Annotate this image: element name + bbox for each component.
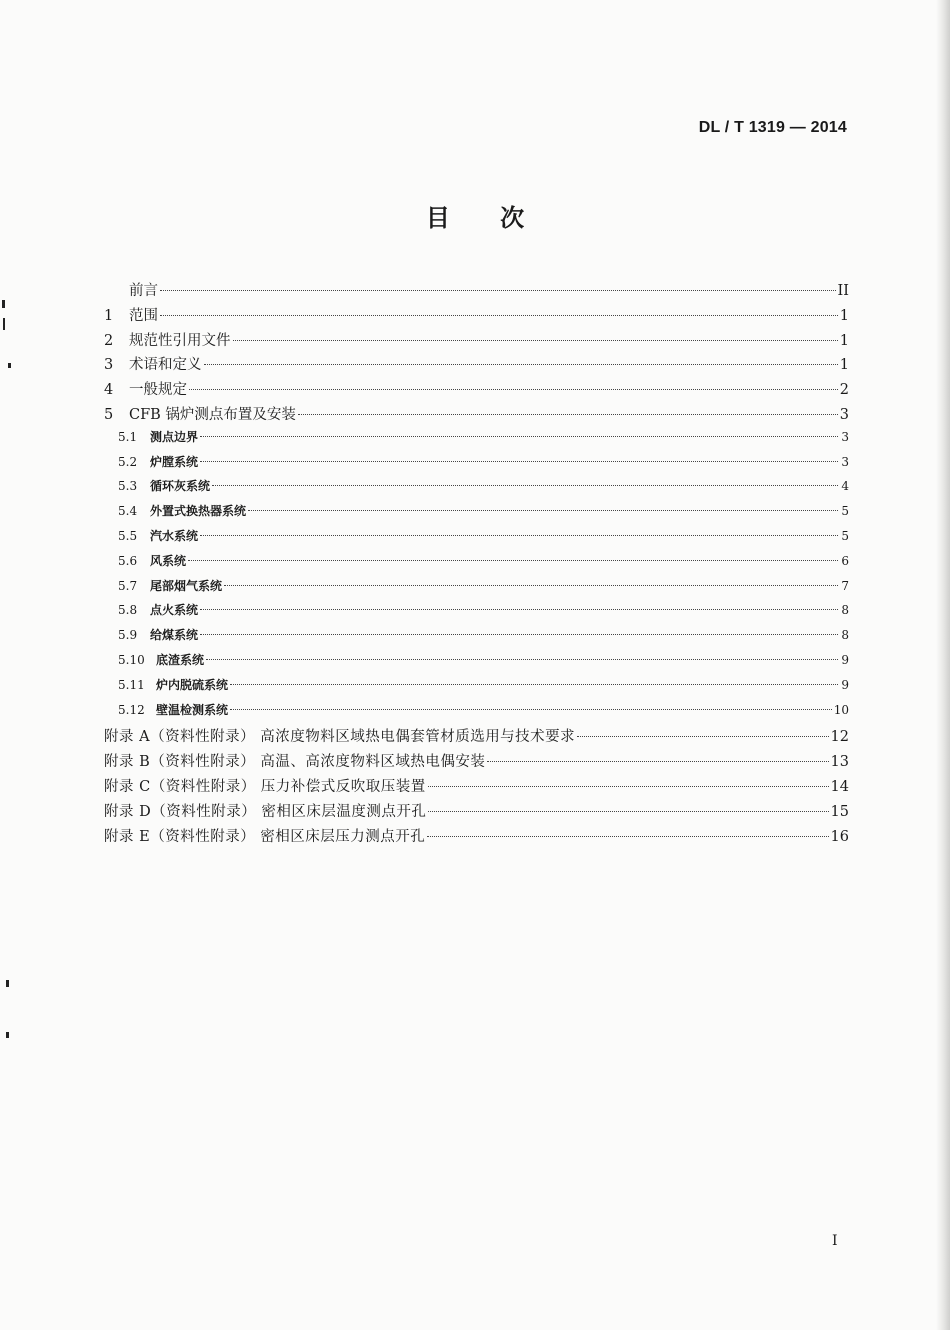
toc-entry-number: 5.6 (118, 553, 138, 568)
toc-leader-dots (224, 584, 838, 586)
toc-entry-number: 5.7 (118, 578, 138, 593)
toc-entry-number: 4 (104, 382, 114, 399)
toc-entry (104, 651, 849, 676)
toc-entry-page: 8 (841, 603, 849, 618)
toc-entry-label: 测点边界 (150, 429, 199, 444)
toc-entry-label: 范围 (129, 307, 158, 324)
toc-entry-number: 5.10 (118, 652, 145, 667)
toc-leader-dots (206, 658, 838, 660)
toc-leader-dots (188, 559, 838, 561)
toc-entry-page: 9 (841, 652, 849, 667)
toc-entry-label: 附录 E（资料性附录） 密相区床层压力测点开孔 (104, 828, 426, 845)
toc-leader-dots (200, 435, 838, 437)
toc-entry-label: 风系统 (150, 553, 187, 568)
toc-entry-page: 3 (841, 454, 849, 469)
page-folio: I (832, 1233, 838, 1249)
toc-entry-label: 尾部烟气系统 (150, 578, 223, 593)
toc-entry (104, 725, 849, 750)
toc-entry-page: II (837, 283, 849, 299)
standard-code: DL / T 1319 — 2014 (698, 119, 847, 136)
toc-entry-label: 附录 A（资料性附录） 高浓度物料区域热电偶套管材质选用与技术要求 (104, 729, 576, 746)
toc-leader-dots (233, 339, 838, 341)
toc-entry-page: 3 (841, 429, 849, 444)
toc-entry (104, 403, 849, 428)
toc-entry-label: 汽水系统 (150, 528, 199, 543)
toc-entry-number: 5 (104, 406, 114, 423)
toc-entry-number: 5.9 (118, 628, 138, 643)
toc-entry (104, 800, 849, 825)
toc-entry-label: CFB 锅炉测点布置及安装 (129, 406, 296, 423)
toc-entry (104, 279, 849, 304)
toc-leader-dots (230, 708, 832, 710)
toc-entry-number: 5.2 (118, 454, 138, 469)
toc-entry-page: 7 (841, 578, 849, 593)
toc-entry-label: 前言 (129, 283, 158, 299)
toc-entry-label: 外置式换热器系统 (150, 504, 247, 519)
toc-leader-dots (428, 810, 828, 812)
toc-leader-dots (577, 735, 828, 737)
toc-entry-label: 给煤系统 (150, 628, 199, 643)
toc-entry (104, 825, 849, 850)
toc-entry-label: 附录 D（资料性附录） 密相区床层温度测点开孔 (104, 803, 427, 820)
toc-entry (104, 304, 849, 329)
scan-speck (6, 1032, 9, 1038)
toc-entry (104, 353, 849, 378)
toc-entry-page: 13 (830, 754, 849, 771)
toc-entry (104, 750, 849, 775)
toc-entry-page: 10 (833, 702, 849, 717)
toc-entry-page: 15 (830, 803, 849, 820)
toc-entry (104, 775, 849, 800)
toc-entry (104, 329, 849, 354)
toc-entry-label: 循环灰系统 (150, 479, 211, 494)
toc-entry (104, 477, 849, 502)
toc-leader-dots (189, 388, 838, 390)
toc-entry-number: 5.8 (118, 603, 138, 618)
toc-entry-page: 16 (830, 828, 849, 845)
scan-speck (8, 363, 11, 368)
toc-entry-label: 炉内脱硫系统 (156, 677, 229, 692)
toc-entry-page: 12 (830, 729, 849, 746)
toc-entry-label: 附录 C（资料性附录） 压力补偿式反吹取压装置 (104, 778, 426, 795)
toc-entry-page: 5 (841, 504, 849, 519)
toc-leader-dots (428, 785, 829, 787)
table-of-contents (104, 279, 849, 849)
toc-entry (104, 453, 849, 478)
toc-leader-dots (298, 413, 838, 415)
toc-entry-page: 6 (841, 553, 849, 568)
toc-entry-page: 1 (839, 307, 849, 324)
scan-speck (2, 300, 5, 308)
toc-entry (104, 527, 849, 552)
toc-leader-dots (204, 363, 838, 365)
toc-entry-number: 5.4 (118, 504, 138, 519)
toc-entry-label: 术语和定义 (129, 357, 202, 374)
toc-entry-number: 5.11 (118, 677, 145, 692)
toc-entry (104, 676, 849, 701)
toc-entry-page: 4 (841, 479, 849, 494)
toc-leader-dots (160, 314, 838, 316)
toc-entry-label: 点火系统 (150, 603, 199, 618)
toc-entry (104, 601, 849, 626)
toc-entry-label: 底渣系统 (156, 652, 205, 667)
toc-leader-dots (487, 760, 828, 762)
toc-entry-number: 5.12 (118, 702, 145, 717)
toc-entry-page: 1 (839, 357, 849, 374)
toc-entry-label: 壁温检测系统 (156, 702, 229, 717)
toc-leader-dots (427, 835, 828, 837)
toc-entry-number: 3 (104, 357, 114, 374)
toc-entry-label: 附录 B（资料性附录） 高温、高浓度物料区域热电偶安装 (104, 754, 486, 771)
toc-leader-dots (200, 608, 838, 610)
toc-entry-number: 5.3 (118, 479, 138, 494)
toc-entry (104, 626, 849, 651)
toc-entry-page: 2 (839, 382, 849, 399)
scan-speck (3, 318, 5, 330)
toc-entry (104, 701, 849, 726)
toc-entry-number: 5.1 (118, 429, 138, 444)
toc-entry-label: 一般规定 (129, 382, 187, 399)
toc-entry-number: 2 (104, 332, 114, 349)
toc-entry-page: 14 (830, 778, 849, 795)
toc-entry (104, 378, 849, 403)
toc-leader-dots (200, 633, 838, 635)
toc-entry-label: 炉膛系统 (150, 454, 199, 469)
page-title: 目 次 (425, 204, 525, 232)
toc-leader-dots (230, 683, 838, 685)
toc-entry-page: 1 (839, 332, 849, 349)
toc-entry-page: 8 (841, 628, 849, 643)
toc-leader-dots (160, 289, 836, 291)
toc-entry (104, 577, 849, 602)
toc-leader-dots (248, 509, 838, 511)
toc-entry-label: 规范性引用文件 (129, 332, 231, 349)
toc-entry-page: 5 (841, 528, 849, 543)
toc-leader-dots (200, 460, 838, 462)
toc-leader-dots (200, 534, 838, 536)
toc-entry (104, 428, 849, 453)
toc-entry-page: 3 (839, 406, 849, 423)
scan-speck (6, 980, 9, 987)
toc-entry-page: 9 (841, 677, 849, 692)
toc-entry (104, 502, 849, 527)
toc-leader-dots (212, 484, 838, 486)
toc-entry-number: 1 (104, 307, 114, 324)
toc-entry-number: 5.5 (118, 528, 138, 543)
toc-entry (104, 552, 849, 577)
